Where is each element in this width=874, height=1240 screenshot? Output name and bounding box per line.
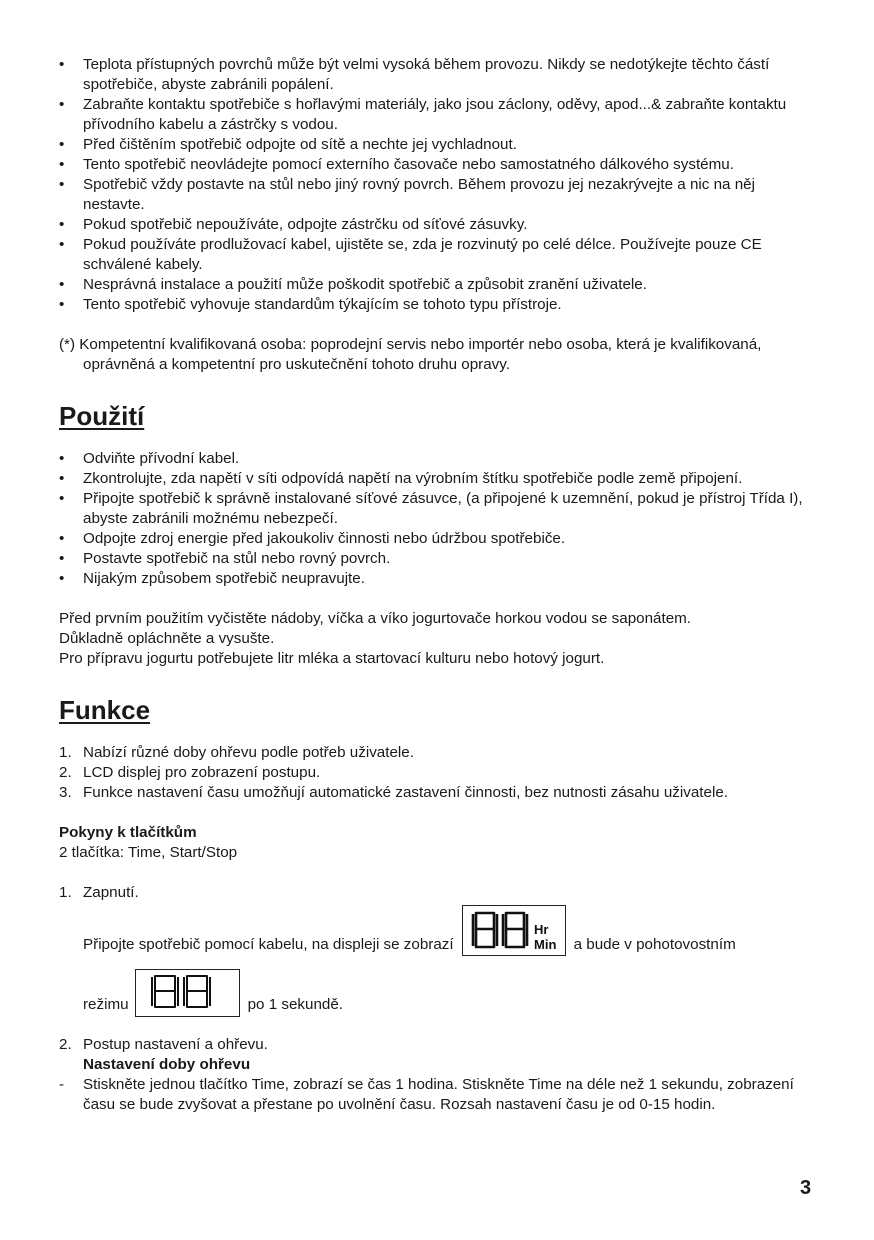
step-title: Postup nastavení a ohřevu. [83,1036,268,1053]
list-item: • Postavte spotřebič na stůl nebo rovný povrch. [59,549,819,569]
usage-paragraph: Pro přípravu jogurtu potřebujete litr mléka a startovací kulturu nebo hotový jogurt. [59,650,605,667]
step-1 [59,883,819,903]
list-item: • Zkontrolujte, zda napětí v síti odpovídá napětí na výrobním štítku spotřebiče podle země připojení. [59,469,819,489]
step-2 [59,1035,819,1055]
item-text: LCD displej pro zobrazení postupu. [83,764,321,781]
lcd-display-88 [462,905,566,956]
step-number: 2. [59,1036,72,1053]
qualified-person-note: (*) Kompetentní kvalifikovaná osoba: poprodejní servis nebo importér nebo osoba, která je kvalifikovaná, oprávněná a kompetentní pro uskutečnění tohoto druhu opravy. [59,336,762,373]
step-text: Stiskněte jednou tlačítko Time, zobrazí se čas 1 hodina. Stiskněte Time na déle než 1 sekundu, zobrazení času se bude zvyšovat a přestane po uvolnění času. Rozsah nastavení času je od 0-15 hodin. [83,1076,794,1113]
list-item [59,783,819,803]
list-item: • Připojte spotřebič k správně instalované síťové zásuvce, (a připojené k uzemnění, pokud je přístroj Třída I), abyste zabránili možnému nebezpečí. [59,489,819,529]
item-text: Funkce nastavení času umožňují automatické zastavení činnosti, bez nutnosti zásahu uživatele. [83,784,728,801]
list-item: • Nijakým způsobem spotřebič neupravujte. [59,569,819,589]
step-text: režimu [83,996,129,1013]
list-item: • Odpojte zdroj energie před jakoukoliv činnosti nebo údržbou spotřebiče. [59,529,819,549]
buttons-heading: Pokyny k tlačítkům [59,824,197,841]
page-number: 3 [800,1177,812,1199]
list-item: • Před čištěním spotřebič odpojte od sítě a nechte jej vychladnout. [59,135,819,155]
safety-list [59,55,819,315]
list-item: • Teplota přístupných povrchů může být velmi vysoká během provozu. Nikdy se nedotýkejte těchto částí spotřebiče, abyste zabránili popálení. [59,55,819,95]
lcd-min-label: Min [533,937,556,952]
item-number: 2. [59,764,72,781]
usage-heading: Použití [59,401,145,431]
item-number: 3. [59,784,72,801]
lcd-00-icon [137,971,238,1015]
list-item: • Nesprávná instalace a použití může poškodit spotřebič a způsobit zranění uživatele. [59,275,819,295]
item-number: 1. [59,744,72,761]
lcd-digits-value: 88 [463,907,465,908]
lcd-display-00 [135,969,240,1017]
list-item: • Pokud používáte prodlužovací kabel, ujistěte se, zda je rozvinutý po celé délce. Používejte pouze CE schválené kabely. [59,235,819,275]
list-item [59,743,819,763]
step-title: Zapnutí. [83,884,139,901]
steps-list-2 [59,1035,819,1055]
dash-item [59,1075,819,1115]
functions-list [59,743,819,803]
manual-page [59,55,819,1115]
lcd-hr-label: Hr [533,922,549,937]
step-1-line-1 [59,905,819,955]
item-text: Nabízí různé doby ohřevu podle potřeb uživatele. [83,744,414,761]
step-number: 1. [59,884,72,901]
usage-paragraph: Před prvním použitím vyčistěte nádoby, víčka a víko jogurtovače horkou vodou se saponátem. [59,610,692,627]
usage-paragraph: Důkladně opláchněte a vysušte. [59,630,275,647]
list-item: • Tento spotřebič vyhovuje standardům týkajícím se tohoto typu přístroje. [59,295,819,315]
lcd-digits-value: 00 [136,971,138,972]
list-item: • Tento spotřebič neovládejte pomocí externího časovače nebo samostatného dálkového systému. [59,155,819,175]
step-text: po 1 sekundě. [247,996,343,1013]
list-item: • Odviňte přívodní kabel. [59,449,819,469]
buttons-subtitle: 2 tlačítka: Time, Start/Stop [59,844,238,861]
list-item: • Pokud spotřebič nepoužíváte, odpojte zástrčku od síťové zásuvky. [59,215,819,235]
functions-heading: Funkce [59,695,151,725]
lcd-88-icon [464,907,564,954]
dash-marker: - [59,1076,65,1093]
step-1-line-2 [59,969,819,1015]
step-text: Připojte spotřebič pomocí kabelu, na displeji se zobrazí [83,936,454,953]
usage-list [59,449,819,589]
list-item: • Zabraňte kontaktu spotřebiče s hořlavými materiály, jako jsou záclony, oděvy, apod...& zabraňte kontaktu přívodního kabelu a zástrčky s vodou. [59,95,819,135]
list-item [59,763,819,783]
steps-list [59,883,819,903]
heating-time-heading: Nastavení doby ohřevu [83,1056,251,1073]
list-item: • Spotřebič vždy postavte na stůl nebo jiný rovný povrch. Během provozu jej nezakrývejte a nic na něj nestavte. [59,175,819,215]
step-text: a bude v pohotovostním [573,936,736,953]
